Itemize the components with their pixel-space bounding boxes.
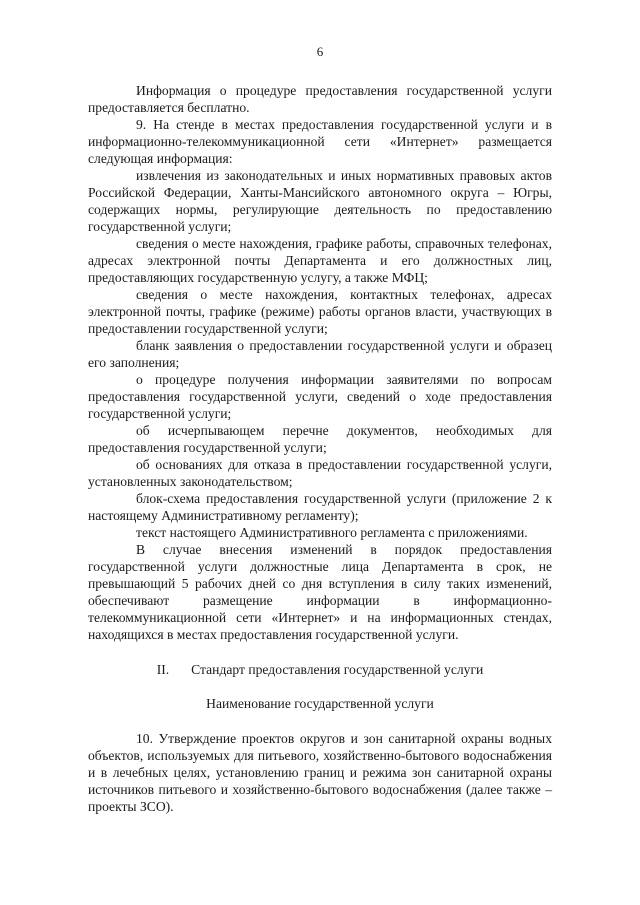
paragraph: 9. На стенде в местах предоставления государственной услуги и в информационно-телекоммуникационной сети «Интернет» размещается следующая информация: <box>88 117 552 166</box>
paragraph: об исчерпывающем перечне документов, необходимых для предоставления государственной услуги; <box>88 423 552 455</box>
paragraph: о процедуре получения информации заявителями по вопросам предоставления государственной услуги, сведений о ходе предоставления государственной услуги; <box>88 372 552 421</box>
paragraph: сведения о месте нахождения, контактных телефонах, адресах электронной почты, графике (режиме) работы органов власти, участвующих в предоставлении государственной услуги; <box>88 287 552 336</box>
subheading: Наименование государственной услуги <box>206 696 434 711</box>
paragraph: 10. Утверждение проектов округов и зон санитарной охраны водных объектов, используемых для питьевого, хозяйственно-бытового водоснабжения и в лечебных целях, установлению границ и режима зон санитарной охраны источников питьевого и хозяйственно-бытового водоснабжения (далее также – проекты ЗСО). <box>88 731 552 814</box>
section-heading <box>88 661 552 678</box>
paragraph: блок-схема предоставления государственной услуги (приложение 2 к настоящему Административному регламенту); <box>88 491 552 523</box>
paragraph: Информация о процедуре предоставления государственной услуги предоставляется бесплатно. <box>88 83 552 115</box>
document-body <box>88 82 552 815</box>
section-number: II. <box>156 662 170 677</box>
paragraph: текст настоящего Административного регламента с приложениями. <box>136 525 528 540</box>
paragraph: сведения о месте нахождения, графике работы, справочных телефонах, адресах электронной почты Департамента и его должностных лиц, предоставляющих государственную услугу, а также МФЦ; <box>88 236 552 285</box>
paragraph: извлечения из законодательных и иных нормативных правовых актов Российской Федерации, Ханты-Мансийского автономного округа – Югры, содержащих нормы, регулирующие деятельность по предоставлению государственной услуги; <box>88 168 552 234</box>
paragraph: бланк заявления о предоставлении государственной услуги и образец его заполнения; <box>88 338 552 370</box>
paragraph: об основаниях для отказа в предоставлении государственной услуги, установленных законодательством; <box>88 457 552 489</box>
page-number: 6 <box>316 44 324 59</box>
paragraph: В случае внесения изменений в порядок предоставления государственной услуги должностные лица Департамента в срок, не превышающий 5 рабочих дней со дня вступления в силу таких изменений, обеспечивают размещение информации в информационно-телекоммуникационной сети «Интернет» и на информационных стендах, находящихся в местах предоставления государственной услуги. <box>88 542 552 642</box>
section-title: Стандарт предоставления государственной услуги <box>191 662 484 677</box>
